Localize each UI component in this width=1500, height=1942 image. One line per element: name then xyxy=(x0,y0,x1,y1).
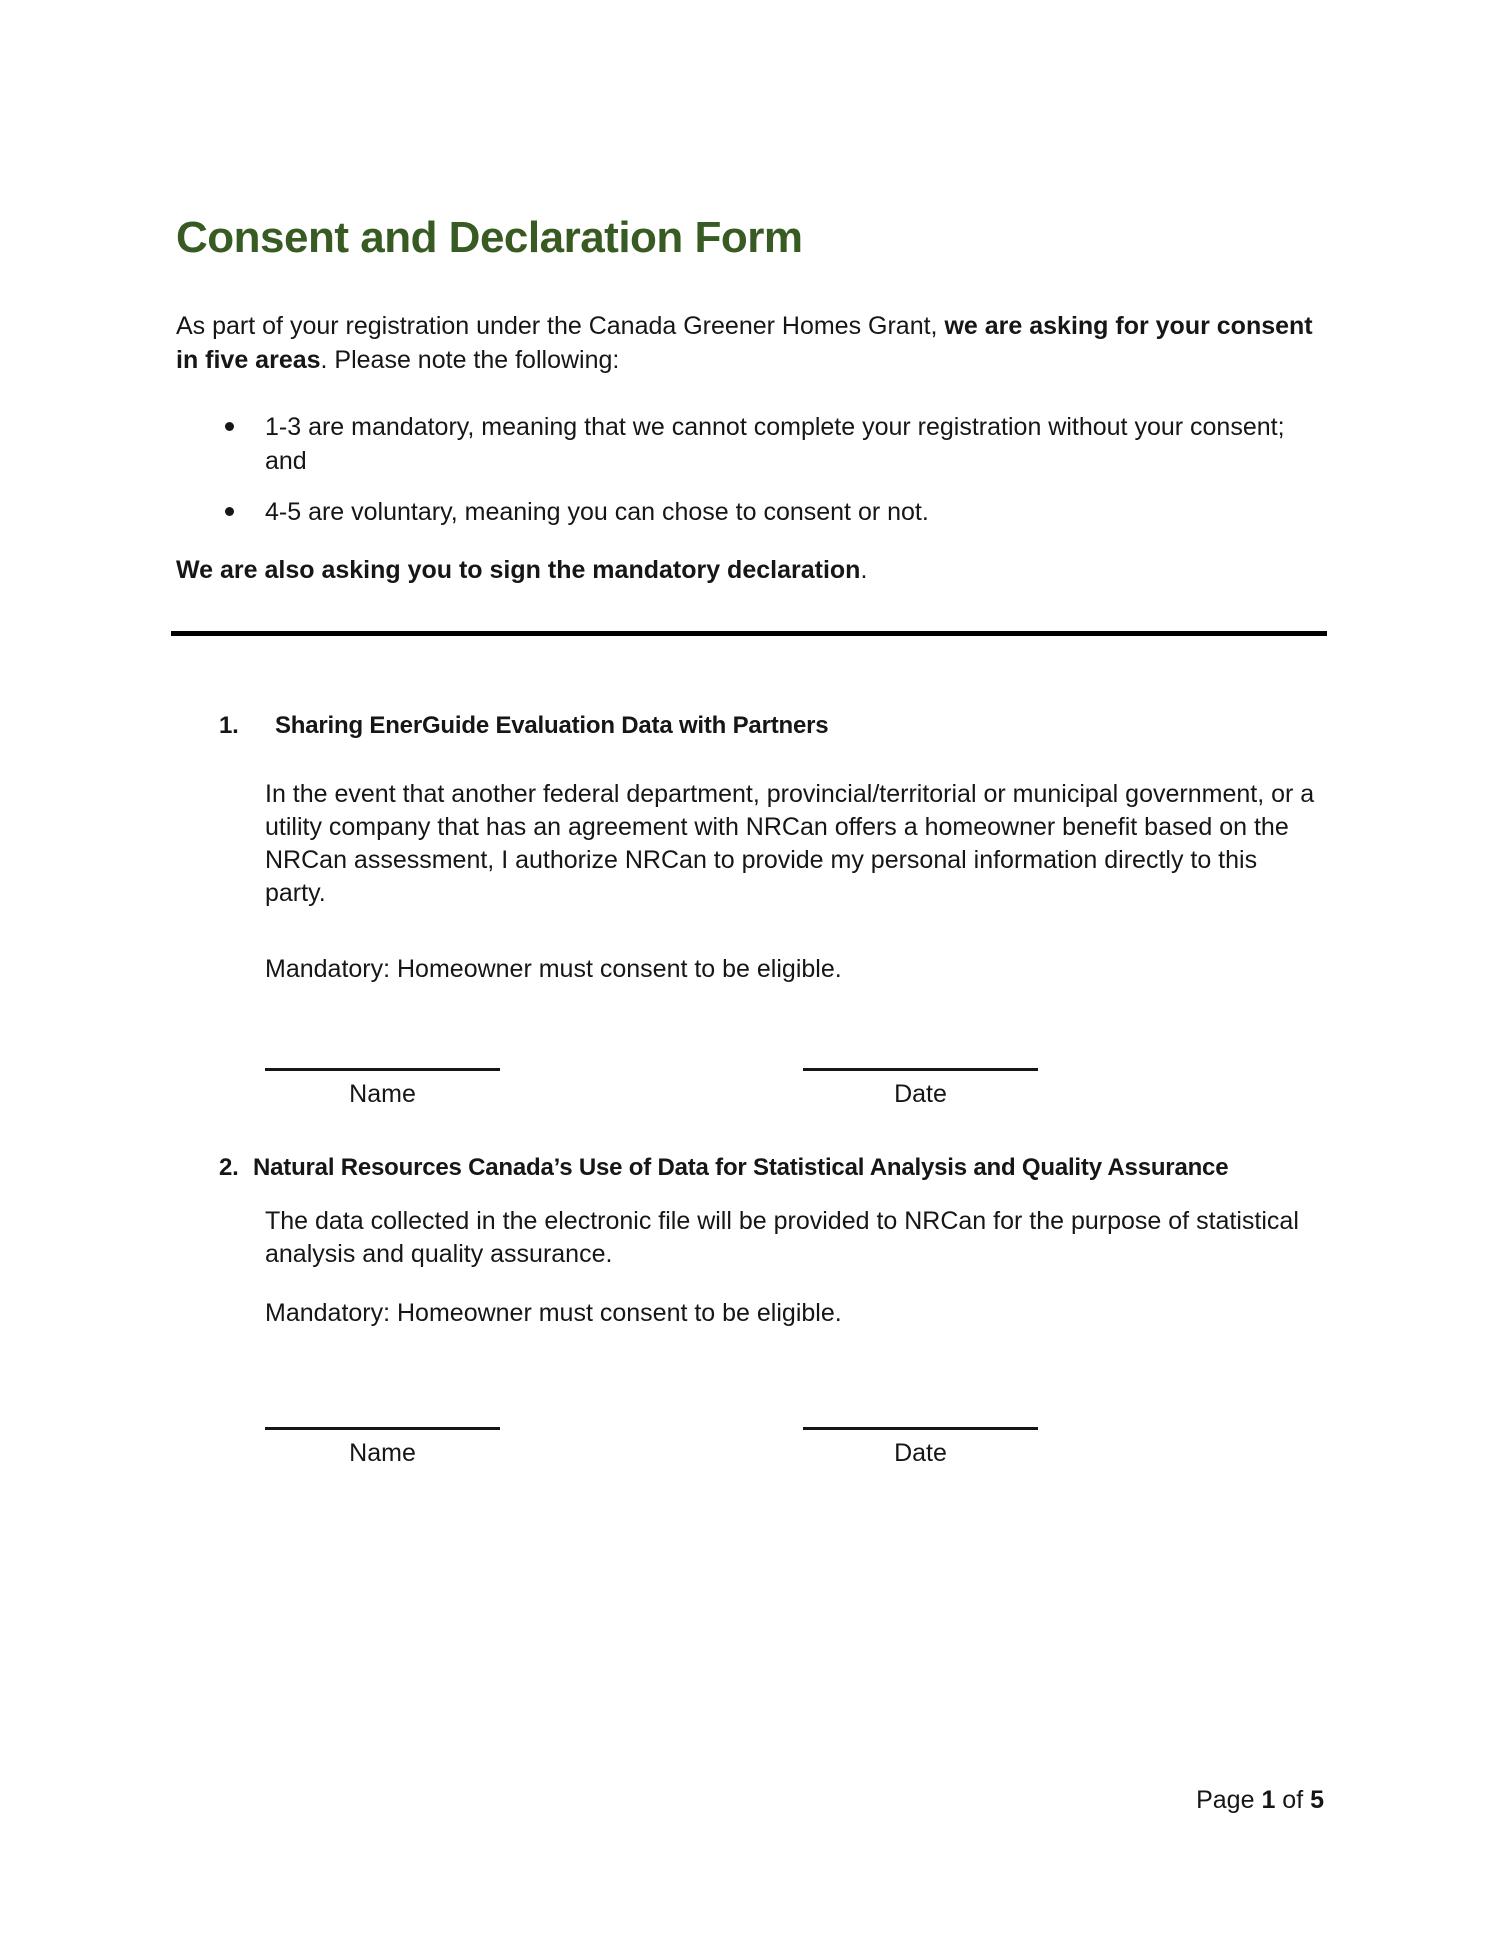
bullet-icon xyxy=(225,422,234,431)
list-item-text: 1-3 are mandatory, meaning that we cannot complete your registration without your consent; and xyxy=(265,413,1285,475)
date-label: Date xyxy=(894,1080,947,1108)
section-1-mandatory-note: Mandatory: Homeowner must consent to be eligible. xyxy=(265,955,842,983)
signature-row xyxy=(265,1068,1324,1111)
page-number-total: 5 xyxy=(1310,1786,1324,1814)
section-2-body: The data collected in the electronic file will be provided to NRCan for the purpose of statistical analysis and quality assurance. xyxy=(265,1207,1299,1268)
date-label: Date xyxy=(894,1439,947,1467)
name-signature-field xyxy=(265,1427,500,1470)
date-signature-field xyxy=(803,1068,1038,1111)
section-divider xyxy=(171,631,1327,636)
name-label: Name xyxy=(349,1439,416,1467)
name-label: Name xyxy=(349,1080,416,1108)
intro-paragraph: As part of your registration under the Canada Greener Homes Grant, we are asking for your consent in five areas. Please note the following: xyxy=(176,312,1313,374)
list-item xyxy=(176,495,1317,529)
list-item xyxy=(176,410,1317,478)
consent-notes-list xyxy=(176,410,1324,529)
name-signature-field xyxy=(265,1068,500,1111)
section-heading-text: Natural Resources Canada’s Use of Data for Statistical Analysis and Quality Assurance xyxy=(253,1154,1229,1181)
date-signature-line[interactable] xyxy=(803,1068,1038,1071)
consent-section-2 xyxy=(176,1151,1324,1470)
bullet-icon xyxy=(225,507,234,516)
date-signature-line[interactable] xyxy=(803,1427,1038,1430)
section-number: 2. xyxy=(219,1154,239,1181)
page-number xyxy=(1196,1783,1324,1817)
section-1-heading xyxy=(176,709,1324,743)
page-number-current: 1 xyxy=(1261,1786,1276,1814)
list-item-text: 4-5 are voluntary, meaning you can chose to consent or not. xyxy=(265,498,929,526)
consent-section-1 xyxy=(176,709,1324,1111)
name-signature-line[interactable] xyxy=(265,1427,500,1430)
date-signature-field xyxy=(803,1427,1038,1470)
section-2-heading xyxy=(176,1151,1324,1185)
section-heading-text: Sharing EnerGuide Evaluation Data with Partners xyxy=(275,712,829,739)
page-number-prefix: Page xyxy=(1196,1786,1262,1814)
section-1-body: In the event that another federal department, provincial/territorial or municipal government, or a utility company that has an agreement with NRCan offers a homeowner benefit based on the NRCan assessment, I authorize NRCan to provide my personal information directly to this party. xyxy=(265,780,1315,907)
name-signature-line[interactable] xyxy=(265,1068,500,1071)
section-number: 1. xyxy=(219,712,239,739)
declaration-note: We are also asking you to sign the mandatory declaration. xyxy=(176,556,868,584)
signature-row xyxy=(265,1427,1324,1470)
page-title: Consent and Declaration Form xyxy=(176,213,803,262)
page-number-of: of xyxy=(1275,1786,1311,1814)
section-2-mandatory-note: Mandatory: Homeowner must consent to be eligible. xyxy=(265,1299,842,1327)
